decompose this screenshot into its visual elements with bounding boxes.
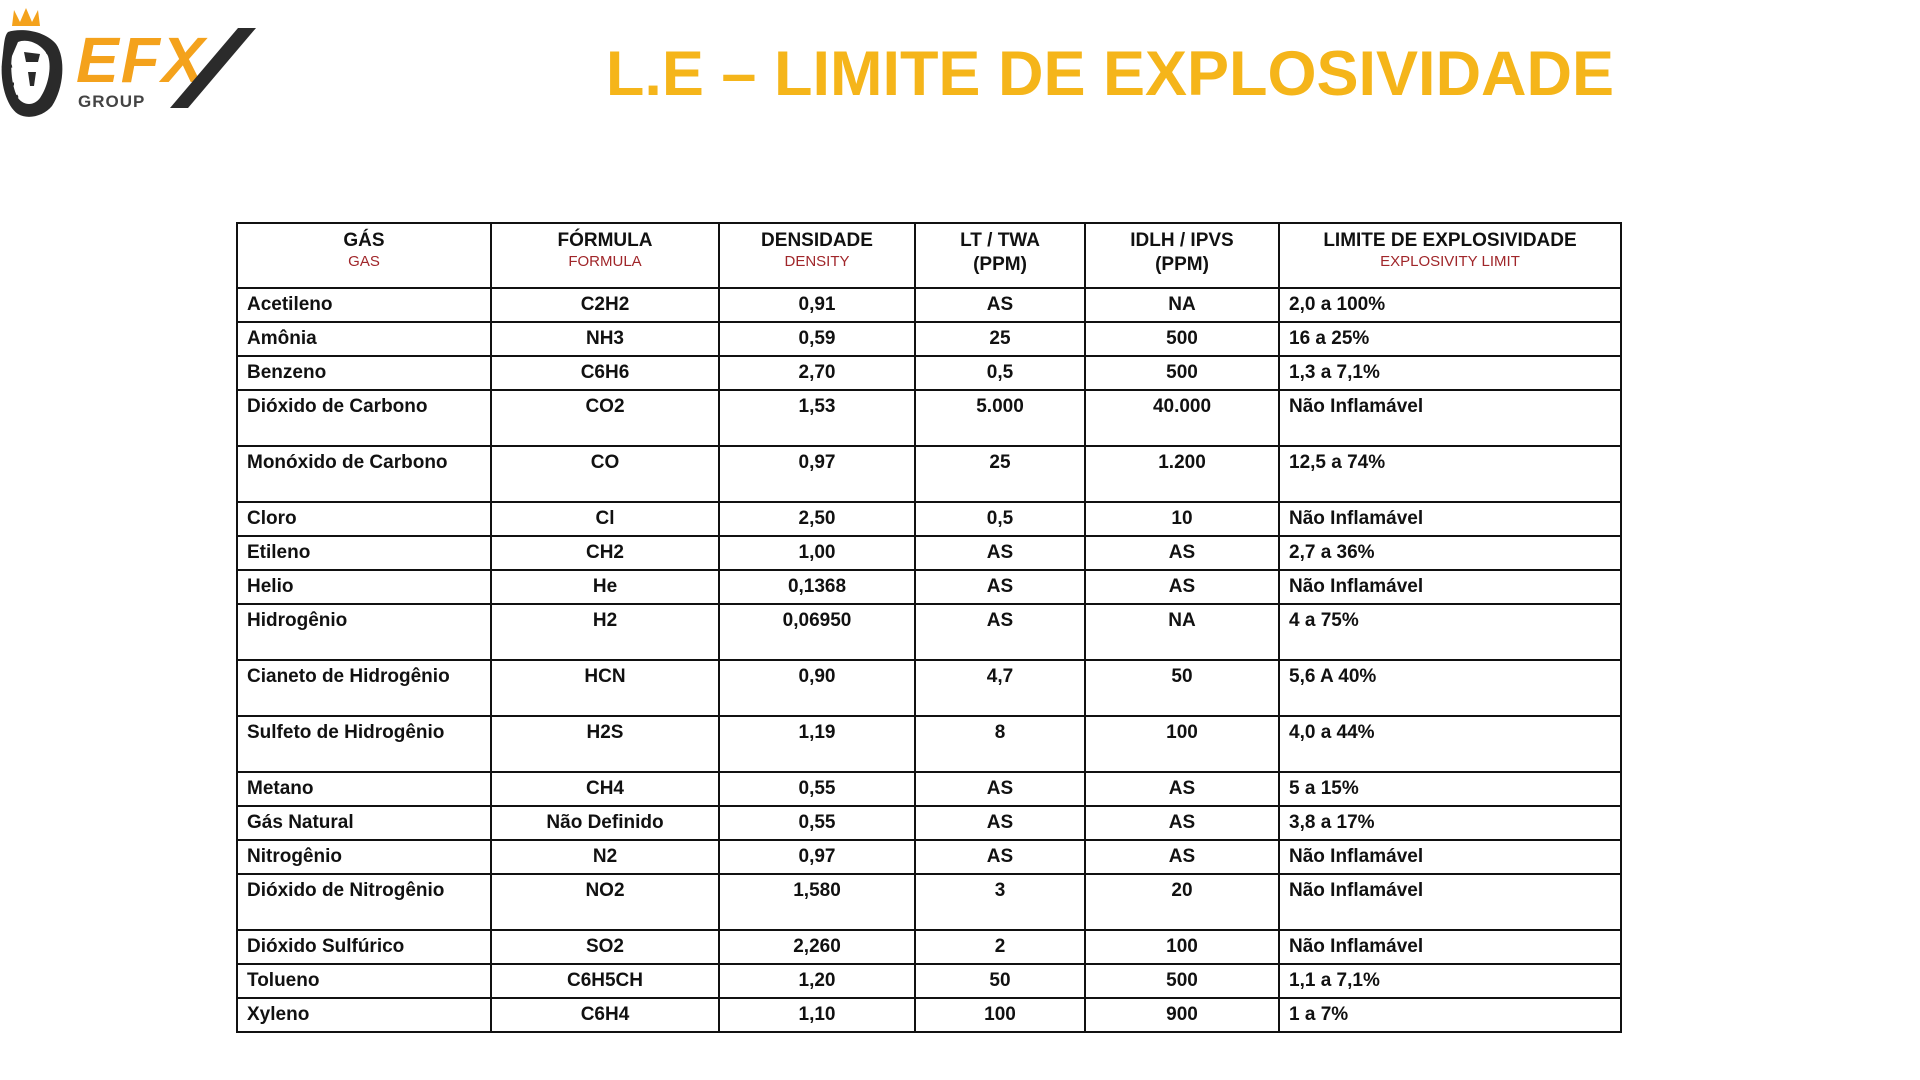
cell-formula: Cl <box>491 502 719 536</box>
cell-gas: Gás Natural <box>237 806 491 840</box>
cell-gas: Acetileno <box>237 288 491 322</box>
cell-lt-twa: 0,5 <box>915 502 1085 536</box>
cell-idlh-ipvs: 40.000 <box>1085 390 1279 446</box>
lion-crown-icon <box>0 2 70 122</box>
column-header-lt-twa <box>915 223 1085 288</box>
cell-explosivity-limit: Não Inflamável <box>1279 390 1621 446</box>
header-label: FÓRMULA <box>557 230 653 251</box>
gas-table-container <box>236 222 1620 1033</box>
cell-explosivity-limit: Não Inflamável <box>1279 874 1621 930</box>
cell-gas: Nitrogênio <box>237 840 491 874</box>
cell-density: 1,19 <box>719 716 915 772</box>
cell-density: 0,97 <box>719 446 915 502</box>
cell-lt-twa: 4,7 <box>915 660 1085 716</box>
cell-density: 1,53 <box>719 390 915 446</box>
cell-density: 2,70 <box>719 356 915 390</box>
cell-gas: Cloro <box>237 502 491 536</box>
cell-gas: Cianeto de Hidrogênio <box>237 660 491 716</box>
cell-density: 0,1368 <box>719 570 915 604</box>
header-sublabel: FORMULA <box>568 253 642 270</box>
cell-density: 2,50 <box>719 502 915 536</box>
column-header-formula <box>491 223 719 288</box>
cell-gas: Benzeno <box>237 356 491 390</box>
table-row <box>237 772 1621 806</box>
cell-idlh-ipvs: 500 <box>1085 964 1279 998</box>
header-unit: (PPM) <box>973 254 1027 275</box>
header-sublabel: EXPLOSIVITY LIMIT <box>1380 253 1520 270</box>
cell-idlh-ipvs: 500 <box>1085 322 1279 356</box>
table-header-row <box>237 223 1621 288</box>
gas-explosivity-table <box>236 222 1622 1033</box>
cell-explosivity-limit: Não Inflamável <box>1279 930 1621 964</box>
cell-formula: CH2 <box>491 536 719 570</box>
table-row <box>237 806 1621 840</box>
cell-explosivity-limit: 1 a 7% <box>1279 998 1621 1032</box>
table-row <box>237 964 1621 998</box>
cell-gas: Helio <box>237 570 491 604</box>
cell-formula: Não Definido <box>491 806 719 840</box>
cell-density: 0,59 <box>719 322 915 356</box>
cell-density: 1,00 <box>719 536 915 570</box>
cell-formula: He <box>491 570 719 604</box>
cell-density: 0,90 <box>719 660 915 716</box>
cell-formula: H2 <box>491 604 719 660</box>
cell-formula: C2H2 <box>491 288 719 322</box>
cell-idlh-ipvs: AS <box>1085 806 1279 840</box>
cell-lt-twa: 8 <box>915 716 1085 772</box>
cell-idlh-ipvs: AS <box>1085 772 1279 806</box>
table-row <box>237 570 1621 604</box>
cell-idlh-ipvs: 100 <box>1085 930 1279 964</box>
cell-gas: Sulfeto de Hidrogênio <box>237 716 491 772</box>
table-row <box>237 840 1621 874</box>
cell-density: 0,97 <box>719 840 915 874</box>
header-label: IDLH / IPVS <box>1130 230 1234 251</box>
cell-idlh-ipvs: 900 <box>1085 998 1279 1032</box>
table-row <box>237 604 1621 660</box>
cell-idlh-ipvs: NA <box>1085 288 1279 322</box>
table-row <box>237 446 1621 502</box>
cell-lt-twa: AS <box>915 806 1085 840</box>
cell-gas: Metano <box>237 772 491 806</box>
cell-formula: CO2 <box>491 390 719 446</box>
cell-explosivity-limit: 12,5 a 74% <box>1279 446 1621 502</box>
cell-idlh-ipvs: NA <box>1085 604 1279 660</box>
cell-lt-twa: 3 <box>915 874 1085 930</box>
cell-explosivity-limit: 1,3 a 7,1% <box>1279 356 1621 390</box>
cell-gas: Etileno <box>237 536 491 570</box>
cell-idlh-ipvs: 100 <box>1085 716 1279 772</box>
cell-formula: C6H5CH <box>491 964 719 998</box>
cell-gas: Dióxido de Nitrogênio <box>237 874 491 930</box>
cell-explosivity-limit: Não Inflamável <box>1279 502 1621 536</box>
column-header-idlh-ipvs <box>1085 223 1279 288</box>
cell-density: 0,55 <box>719 806 915 840</box>
logo-slash-mark <box>168 28 258 108</box>
cell-idlh-ipvs: 20 <box>1085 874 1279 930</box>
page-title: L.E – LIMITE DE EXPLOSIVIDADE <box>605 39 1615 109</box>
cell-idlh-ipvs: AS <box>1085 840 1279 874</box>
header-label: LIMITE DE EXPLOSIVIDADE <box>1323 230 1577 251</box>
cell-formula: NH3 <box>491 322 719 356</box>
cell-lt-twa: 100 <box>915 998 1085 1032</box>
logo-wordmark: EFX <box>76 24 207 96</box>
table-row <box>237 660 1621 716</box>
cell-explosivity-limit: 2,7 a 36% <box>1279 536 1621 570</box>
cell-idlh-ipvs: 50 <box>1085 660 1279 716</box>
cell-formula: H2S <box>491 716 719 772</box>
cell-formula: N2 <box>491 840 719 874</box>
cell-explosivity-limit: 4 a 75% <box>1279 604 1621 660</box>
header-label: GÁS <box>343 230 385 251</box>
cell-lt-twa: 25 <box>915 322 1085 356</box>
cell-explosivity-limit: 4,0 a 44% <box>1279 716 1621 772</box>
cell-gas: Amônia <box>237 322 491 356</box>
cell-formula: SO2 <box>491 930 719 964</box>
column-header-gas <box>237 223 491 288</box>
cell-lt-twa: AS <box>915 570 1085 604</box>
table-row <box>237 322 1621 356</box>
cell-explosivity-limit: 1,1 a 7,1% <box>1279 964 1621 998</box>
table-row <box>237 502 1621 536</box>
cell-idlh-ipvs: 1.200 <box>1085 446 1279 502</box>
cell-idlh-ipvs: AS <box>1085 570 1279 604</box>
cell-lt-twa: AS <box>915 604 1085 660</box>
table-body <box>237 288 1621 1032</box>
cell-formula: C6H4 <box>491 998 719 1032</box>
header-label: LT / TWA <box>960 230 1040 251</box>
header-unit: (PPM) <box>1155 254 1209 275</box>
cell-density: 0,06950 <box>719 604 915 660</box>
cell-density: 1,20 <box>719 964 915 998</box>
cell-lt-twa: 50 <box>915 964 1085 998</box>
logo-group-text: GROUP <box>78 92 146 111</box>
cell-lt-twa: 5.000 <box>915 390 1085 446</box>
cell-lt-twa: AS <box>915 772 1085 806</box>
cell-lt-twa: AS <box>915 840 1085 874</box>
column-header-density <box>719 223 915 288</box>
cell-gas: Dióxido Sulfúrico <box>237 930 491 964</box>
cell-lt-twa: 25 <box>915 446 1085 502</box>
cell-lt-twa: 2 <box>915 930 1085 964</box>
cell-explosivity-limit: 16 a 25% <box>1279 322 1621 356</box>
cell-gas: Tolueno <box>237 964 491 998</box>
cell-explosivity-limit: Não Inflamável <box>1279 570 1621 604</box>
cell-gas: Hidrogênio <box>237 604 491 660</box>
cell-lt-twa: AS <box>915 536 1085 570</box>
cell-gas: Dióxido de Carbono <box>237 390 491 446</box>
cell-gas: Monóxido de Carbono <box>237 446 491 502</box>
table-row <box>237 998 1621 1032</box>
column-header-explosivity-limit <box>1279 223 1621 288</box>
cell-explosivity-limit: 5,6 A 40% <box>1279 660 1621 716</box>
table-row <box>237 716 1621 772</box>
cell-density: 1,10 <box>719 998 915 1032</box>
header-sublabel: GAS <box>348 253 380 270</box>
cell-idlh-ipvs: 500 <box>1085 356 1279 390</box>
table-row <box>237 930 1621 964</box>
cell-explosivity-limit: 5 a 15% <box>1279 772 1621 806</box>
cell-formula: NO2 <box>491 874 719 930</box>
cell-idlh-ipvs: AS <box>1085 536 1279 570</box>
cell-explosivity-limit: Não Inflamável <box>1279 840 1621 874</box>
efx-group-logo <box>0 0 260 125</box>
cell-density: 0,91 <box>719 288 915 322</box>
cell-gas: Xyleno <box>237 998 491 1032</box>
cell-formula: CH4 <box>491 772 719 806</box>
header-label: DENSIDADE <box>761 230 873 251</box>
cell-formula: HCN <box>491 660 719 716</box>
header-sublabel: DENSITY <box>784 253 850 270</box>
table-row <box>237 536 1621 570</box>
table-row <box>237 874 1621 930</box>
cell-formula: C6H6 <box>491 356 719 390</box>
table-row <box>237 390 1621 446</box>
cell-explosivity-limit: 3,8 a 17% <box>1279 806 1621 840</box>
cell-density: 2,260 <box>719 930 915 964</box>
cell-lt-twa: AS <box>915 288 1085 322</box>
cell-explosivity-limit: 2,0 a 100% <box>1279 288 1621 322</box>
table-row <box>237 288 1621 322</box>
cell-density: 0,55 <box>719 772 915 806</box>
cell-idlh-ipvs: 10 <box>1085 502 1279 536</box>
table-row <box>237 356 1621 390</box>
cell-formula: CO <box>491 446 719 502</box>
cell-lt-twa: 0,5 <box>915 356 1085 390</box>
cell-density: 1,580 <box>719 874 915 930</box>
